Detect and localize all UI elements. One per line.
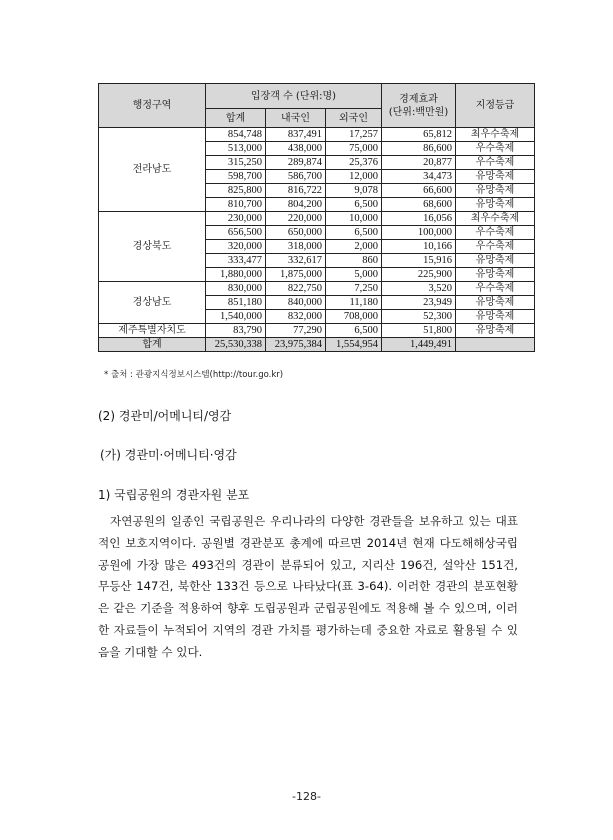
- cell-grade: 유망축제: [456, 198, 535, 212]
- source-note: * 출처 : 관광지식정보시스템(http://tour.go.kr): [104, 370, 284, 380]
- cell-domestic: 832,000: [266, 310, 326, 324]
- cell-domestic: 77,290: [266, 324, 326, 338]
- cell-domestic: 840,000: [266, 296, 326, 310]
- header-visitors: 입장객 수 (단위:명): [206, 84, 382, 109]
- cell-foreign: 9,078: [326, 184, 382, 198]
- cell-total: 598,700: [206, 170, 266, 184]
- table-row: [99, 282, 535, 296]
- cell-total: 810,700: [206, 198, 266, 212]
- cell-grade: 최우수축제: [456, 212, 535, 226]
- cell-economic-effect: 65,812: [382, 128, 456, 142]
- cell-grade: 유망축제: [456, 170, 535, 184]
- header-total: 합계: [206, 109, 266, 128]
- cell-foreign: 17,257: [326, 128, 382, 142]
- cell-domestic: 822,750: [266, 282, 326, 296]
- table-row: [99, 324, 535, 338]
- header-foreign: 외국인: [326, 109, 382, 128]
- region-cell: 경상남도: [99, 282, 206, 324]
- cell-economic-effect: 10,166: [382, 240, 456, 254]
- region-cell: 제주특별자치도: [99, 324, 206, 338]
- cell-foreign: 860: [326, 254, 382, 268]
- cell-grade: 유망축제: [456, 268, 535, 282]
- cell-economic-effect: 16,056: [382, 212, 456, 226]
- cell-grade: 우수축제: [456, 156, 535, 170]
- cell-foreign: 7,250: [326, 282, 382, 296]
- cell-foreign: 6,500: [326, 198, 382, 212]
- table-body: [99, 128, 535, 352]
- cell-grade: 유망축제: [456, 184, 535, 198]
- cell-domestic: 586,700: [266, 170, 326, 184]
- item-heading: 1) 국립공원의 경관자원 분포: [98, 488, 250, 502]
- cell-grade: 최우수축제: [456, 128, 535, 142]
- cell-total: 230,000: [206, 212, 266, 226]
- cell-domestic: 332,617: [266, 254, 326, 268]
- cell-domestic: 220,000: [266, 212, 326, 226]
- header-grade: 지정등급: [456, 84, 535, 128]
- cell-economic-effect: 51,800: [382, 324, 456, 338]
- header-domestic: 내국인: [266, 109, 326, 128]
- cell-foreign: 2,000: [326, 240, 382, 254]
- cell-total: 513,000: [206, 142, 266, 156]
- cell-grade: 유망축제: [456, 310, 535, 324]
- region-cell: 경상북도: [99, 212, 206, 282]
- page-number: -128-: [292, 790, 321, 803]
- cell-foreign: 10,000: [326, 212, 382, 226]
- table-row: [99, 128, 535, 142]
- cell-foreign: 6,500: [326, 324, 382, 338]
- cell-total: 1,880,000: [206, 268, 266, 282]
- cell-grade: 우수축제: [456, 240, 535, 254]
- total-row: [99, 338, 535, 352]
- cell-economic-effect: 15,916: [382, 254, 456, 268]
- cell-total: 825,800: [206, 184, 266, 198]
- cell-total: 656,500: [206, 226, 266, 240]
- cell-grade: 유망축제: [456, 254, 535, 268]
- body-paragraph: 자연공원의 일종인 국립공원은 우리나라의 다양한 경관들을 보유하고 있는 대표적인 보호지역이다. 공원별 경관분포 총계에 따르면 2014년 현재 다도해해상국립공원에 가장 많은 493건의 경관이 분류되어 있고, 지리산 196건, 설악산 151건, 무등산 147건, 북한산 133건 등으로 나타났다(표 3-64). 이러한 경관의 분포현황은 같은 기준을 적용하여 향후 도립공원과 군립공원에도 적용해 볼 수 있으며, 이러한 자료들이 누적되어 지역의 경관 가치를 평가하는데 중요한 자료로 활용될 수 있음을 기대할 수 있다.: [98, 514, 518, 659]
- festival-visitor-table: [98, 83, 535, 352]
- cell-domestic: 438,000: [266, 142, 326, 156]
- cell-economic-effect: 20,877: [382, 156, 456, 170]
- cell-total: 1,540,000: [206, 310, 266, 324]
- cell-domestic: 318,000: [266, 240, 326, 254]
- cell-economic-effect: 52,300: [382, 310, 456, 324]
- cell-economic-effect: 86,600: [382, 142, 456, 156]
- cell-grade: 우수축제: [456, 226, 535, 240]
- total-cell-grade: [456, 338, 535, 352]
- cell-economic-effect: 34,473: [382, 170, 456, 184]
- header-economic-effect: [382, 84, 456, 128]
- cell-economic-effect: 225,900: [382, 268, 456, 282]
- total-cell-foreign: 1,554,954: [326, 338, 382, 352]
- total-label: 합계: [99, 338, 206, 352]
- cell-domestic: 1,875,000: [266, 268, 326, 282]
- cell-foreign: 708,000: [326, 310, 382, 324]
- cell-grade: 우수축제: [456, 142, 535, 156]
- cell-economic-effect: 100,000: [382, 226, 456, 240]
- cell-grade: 우수축제: [456, 282, 535, 296]
- cell-foreign: 75,000: [326, 142, 382, 156]
- header-economic-effect-line2: (단위:백만원): [388, 106, 449, 118]
- cell-grade: 유망축제: [456, 296, 535, 310]
- cell-grade: 유망축제: [456, 324, 535, 338]
- cell-economic-effect: 68,600: [382, 198, 456, 212]
- total-cell-total: 25,530,338: [206, 338, 266, 352]
- cell-domestic: 837,491: [266, 128, 326, 142]
- cell-economic-effect: 3,520: [382, 282, 456, 296]
- section-heading: (2) 경관미/어메니티/영감: [98, 409, 232, 423]
- total-cell-economic-effect: 1,449,491: [382, 338, 456, 352]
- cell-domestic: 804,200: [266, 198, 326, 212]
- cell-foreign: 12,000: [326, 170, 382, 184]
- region-cell: 전라남도: [99, 128, 206, 212]
- cell-total: 851,180: [206, 296, 266, 310]
- cell-domestic: 816,722: [266, 184, 326, 198]
- cell-economic-effect: 66,600: [382, 184, 456, 198]
- cell-total: 830,000: [206, 282, 266, 296]
- cell-total: 854,748: [206, 128, 266, 142]
- cell-total: 333,477: [206, 254, 266, 268]
- cell-domestic: 650,000: [266, 226, 326, 240]
- subsection-heading: (가) 경관미·어메니티·영감: [100, 448, 237, 462]
- cell-foreign: 25,376: [326, 156, 382, 170]
- cell-foreign: 6,500: [326, 226, 382, 240]
- cell-foreign: 11,180: [326, 296, 382, 310]
- table-row: [99, 212, 535, 226]
- cell-total: 315,250: [206, 156, 266, 170]
- cell-foreign: 5,000: [326, 268, 382, 282]
- cell-domestic: 289,874: [266, 156, 326, 170]
- total-cell-domestic: 23,975,384: [266, 338, 326, 352]
- header-economic-effect-line1: 경제효과: [399, 93, 438, 105]
- cell-economic-effect: 23,949: [382, 296, 456, 310]
- cell-total: 83,790: [206, 324, 266, 338]
- header-region: 행정구역: [99, 84, 206, 128]
- cell-total: 320,000: [206, 240, 266, 254]
